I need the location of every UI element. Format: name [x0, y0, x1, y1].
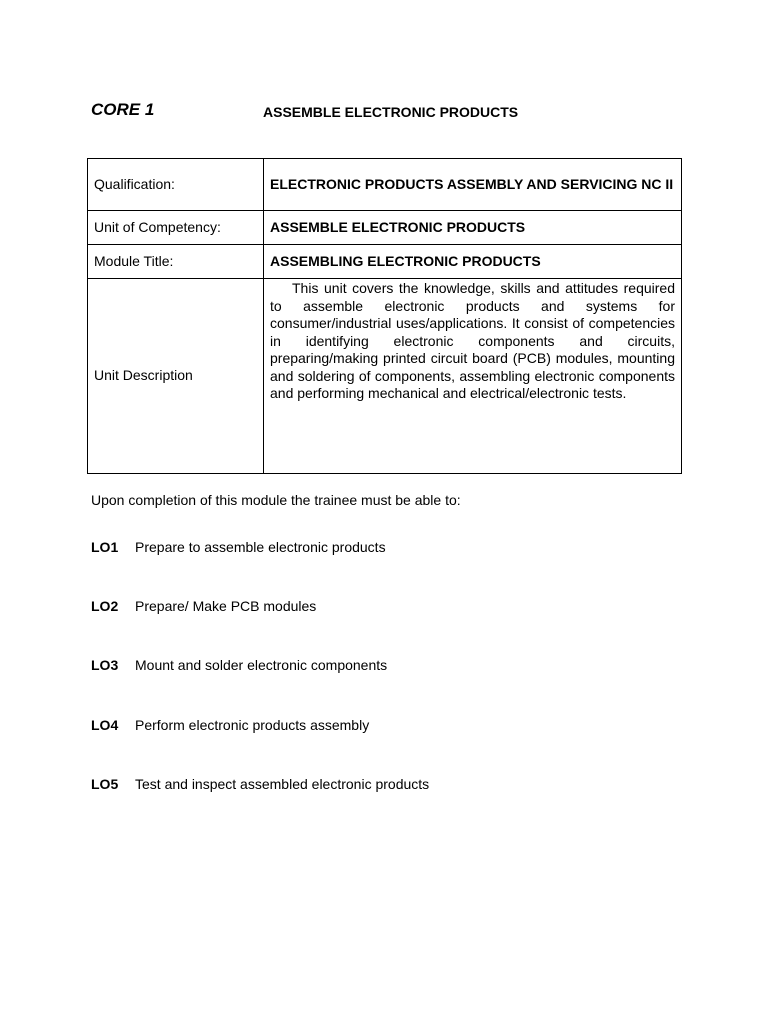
- learning-outcome-code: LO3: [91, 657, 119, 673]
- module-title-label: Module Title:: [88, 245, 264, 279]
- table-row-unit-of-competency: [88, 211, 682, 245]
- unit-of-competency-value: ASSEMBLE ELECTRONIC PRODUCTS: [264, 211, 682, 245]
- intro-text: Upon completion of this module the trainee must be able to:: [91, 492, 461, 508]
- module-heading: [91, 100, 691, 124]
- learning-outcome-code: LO5: [91, 776, 119, 792]
- unit-of-competency-label: Unit of Competency:: [88, 211, 264, 245]
- unit-description-value: This unit covers the knowledge, skills and attitudes required to assemble electronic products and systems for consumer/industrial uses/applications. It consist of competencies in identifying electronic components and circuits, preparing/making printed circuit board (PCB) modules, mounting and soldering of components, assembling electronic components and performing mechanical and electrical/electronic tests.: [264, 279, 682, 474]
- learning-outcome-code: LO1: [91, 539, 119, 555]
- learning-outcome-code: LO4: [91, 717, 119, 733]
- learning-outcome-item: [91, 598, 651, 618]
- learning-outcome-item: [91, 657, 651, 677]
- learning-outcome-item: [91, 776, 651, 796]
- qualification-value: ELECTRONIC PRODUCTS ASSEMBLY AND SERVICING NC II: [264, 159, 682, 211]
- unit-description-label: Unit Description: [88, 279, 264, 474]
- module-info-table: [87, 158, 682, 474]
- table-row-module-title: [88, 245, 682, 279]
- learning-outcome-text: Prepare to assemble electronic products: [135, 539, 386, 555]
- table-row-qualification: [88, 159, 682, 211]
- learning-outcome-item: [91, 717, 651, 737]
- learning-outcome-text: Perform electronic products assembly: [135, 717, 370, 733]
- learning-outcome-text: Test and inspect assembled electronic products: [135, 776, 430, 792]
- learning-outcome-text: Prepare/ Make PCB modules: [135, 598, 317, 614]
- learning-outcome-item: [91, 539, 651, 559]
- core-label: CORE 1: [91, 100, 155, 119]
- module-title-value: ASSEMBLING ELECTRONIC PRODUCTS: [264, 245, 682, 279]
- table-row-unit-description: [88, 279, 682, 474]
- module-title-heading: ASSEMBLE ELECTRONIC PRODUCTS: [263, 104, 519, 120]
- learning-outcome-code: LO2: [91, 598, 119, 614]
- learning-outcome-text: Mount and solder electronic components: [135, 657, 388, 673]
- qualification-label: Qualification:: [88, 159, 264, 211]
